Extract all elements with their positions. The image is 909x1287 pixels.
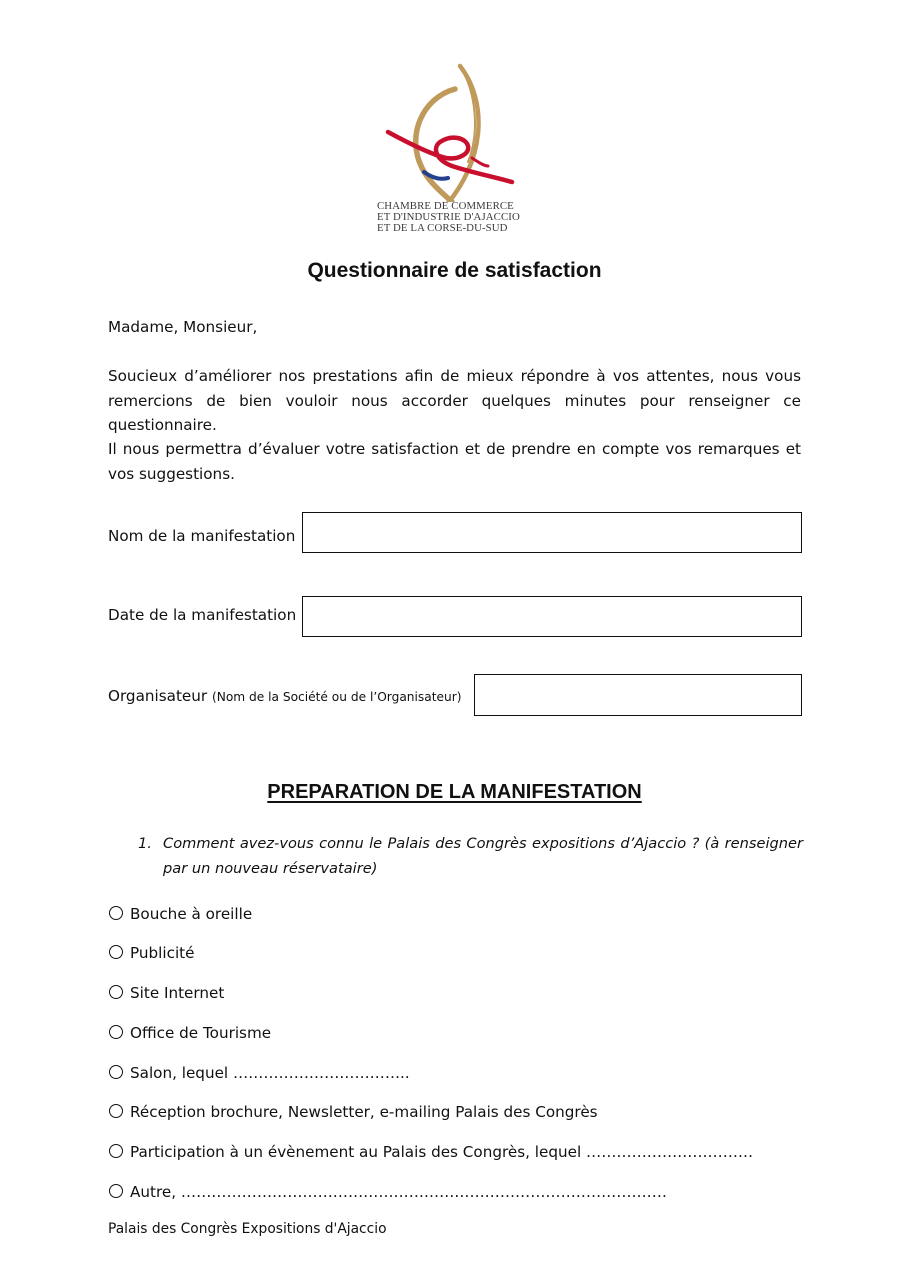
- option-row: [108, 1062, 410, 1084]
- option-label: Réception brochure, Newsletter, e-mailing Palais des Congrès: [130, 1103, 598, 1121]
- intro-paragraph: Soucieux d’améliorer nos prestations afin de mieux répondre à vos attentes, nous vous remercions de bien vouloir nous accorder quelques minutes pour renseigner ce questionnaire.: [108, 367, 801, 434]
- question-text: Comment avez-vous connu le Palais des Congrès expositions d’Ajaccio ? (à renseigner par un nouveau réservataire): [163, 835, 803, 877]
- radio-circle-icon[interactable]: [109, 945, 123, 959]
- option-label: Site Internet: [130, 984, 225, 1002]
- radio-circle-icon[interactable]: [109, 906, 123, 920]
- option-row: [108, 942, 194, 964]
- option-label: Salon, lequel ……………………………..: [130, 1064, 410, 1082]
- greeting: Madame, Monsieur,: [108, 318, 258, 336]
- cci-logo: [360, 62, 550, 240]
- radio-circle-icon[interactable]: [109, 1025, 123, 1039]
- radio-circle-icon[interactable]: [109, 985, 123, 999]
- option-row: [108, 1141, 753, 1163]
- organizer-label: [108, 687, 462, 705]
- option-label: Bouche à oreille: [130, 905, 253, 923]
- radio-circle-icon[interactable]: [109, 1184, 123, 1198]
- option-row: [108, 1181, 667, 1203]
- option-label: Publicité: [130, 944, 195, 962]
- radio-circle-icon[interactable]: [109, 1144, 123, 1158]
- option-label: Office de Tourisme: [130, 1024, 272, 1042]
- organizer-hint: (Nom de la Société ou de l’Organisateur): [211, 690, 462, 704]
- page-title: Questionnaire de satisfaction: [307, 259, 602, 282]
- option-row: [108, 903, 252, 925]
- organizer-field[interactable]: [474, 674, 802, 716]
- organizer-label-text: Organisateur: [108, 687, 208, 705]
- event-date-field[interactable]: [302, 596, 802, 637]
- event-name-field[interactable]: [302, 512, 802, 553]
- event-date-label: Date de la manifestation: [108, 606, 297, 624]
- option-label: Autre, ……………………………………………………………………………………: [130, 1183, 667, 1201]
- option-row: [108, 1022, 271, 1044]
- logo-line: ET DE LA CORSE-DU-SUD: [377, 222, 508, 234]
- intro-paragraph: Il nous permettra d’évaluer votre satisfaction et de prendre en compte vos remarques et vos suggestions.: [108, 440, 801, 483]
- page-footer: Palais des Congrès Expositions d'Ajaccio: [108, 1221, 387, 1237]
- logo-line: ET D'INDUSTRIE D'AJACCIO: [377, 211, 520, 223]
- radio-circle-icon[interactable]: [109, 1065, 123, 1079]
- radio-circle-icon[interactable]: [109, 1104, 123, 1118]
- logo-line: CHAMBRE DE COMMERCE: [377, 200, 514, 212]
- question-1: [138, 831, 802, 881]
- logo-text: [377, 201, 550, 234]
- section-title: PREPARATION DE LA MANIFESTATION: [267, 781, 642, 803]
- cci-emblem-icon: [360, 62, 550, 202]
- option-label: Participation à un évènement au Palais des Congrès, lequel ……………………………: [130, 1143, 754, 1161]
- option-row: [108, 982, 224, 1004]
- option-row: [108, 1101, 598, 1123]
- question-number: 1.: [138, 835, 152, 852]
- event-name-label: Nom de la manifestation: [108, 527, 296, 545]
